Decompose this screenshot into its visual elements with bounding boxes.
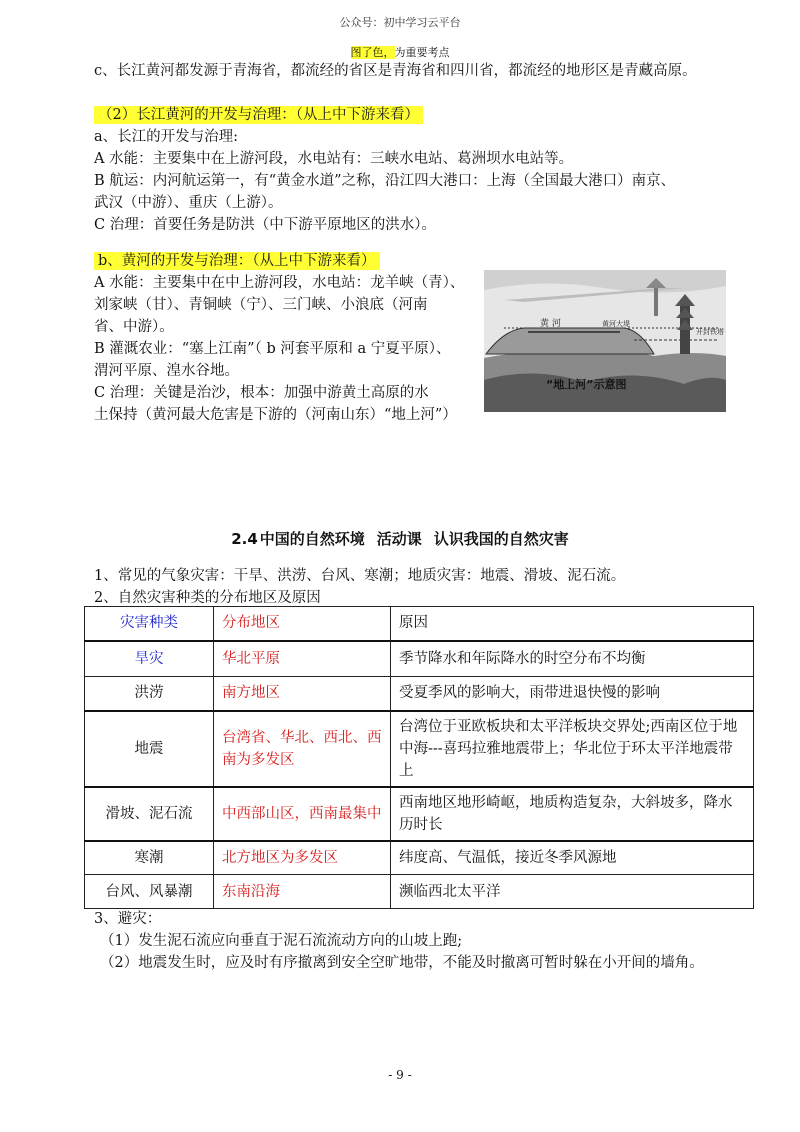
intro-line-c: c、长江黄河都发源于青海省，都流经的省区是青海省和四川省，都流经的地形区是青藏高原。 bbox=[94, 63, 697, 79]
table-header-cell: 原因 bbox=[391, 607, 754, 641]
table-row bbox=[85, 641, 754, 677]
disaster-table bbox=[84, 606, 754, 909]
highlight-hint bbox=[0, 44, 800, 60]
page-number: - 9 - bbox=[388, 1068, 412, 1082]
table-header-cell: 分布地区 bbox=[214, 607, 391, 641]
suspended-river-svg bbox=[484, 270, 726, 412]
region-cell: 南方地区 bbox=[214, 677, 391, 711]
yangtze-line: A 水能：主要集中在上游河段，水电站有：三峡水电站、葛洲坝水电站等。 bbox=[94, 151, 574, 167]
reason-cell: 濒临西北太平洋 bbox=[391, 875, 754, 909]
table-header-row bbox=[85, 607, 754, 641]
yellow-river-line: 省、中游）。 bbox=[94, 319, 174, 335]
disaster-type-cell: 寒潮 bbox=[85, 841, 214, 875]
yellow-river-line: A 水能：主要集中在中上游河段，水电站：龙羊峡（青）、 bbox=[94, 275, 465, 291]
section-number: 2.4 bbox=[231, 530, 258, 548]
figure-dike-label: 黄河大堤 bbox=[602, 320, 630, 328]
region-cell: 东南沿海 bbox=[214, 875, 391, 909]
yellow-river-line: B 灌溉农业：“塞上江南”（ b 河套平原和 a 宁夏平原）、 bbox=[94, 341, 451, 357]
disaster-type-cell: 滑坡、泥石流 bbox=[85, 787, 214, 841]
table-row bbox=[85, 787, 754, 841]
section-2-heading: （2）长江黄河的开发与治理：（从上中下游来看） bbox=[94, 104, 423, 126]
region-cell: 北方地区为多发区 bbox=[214, 841, 391, 875]
reason-cell: 季节降水和年际降水的时空分布不均衡 bbox=[391, 641, 754, 677]
region-cell: 中西部山区，西南最集中 bbox=[214, 787, 391, 841]
table-row bbox=[85, 875, 754, 909]
reason-cell: 台湾位于亚欧板块和太平洋板块交界处;西南区位于地中海---喜玛拉雅地震带上；华北位于环太平洋地震带上 bbox=[391, 711, 754, 787]
disaster-type-cell: 旱灾 bbox=[85, 641, 214, 677]
table-header-cell: 灾害种类 bbox=[85, 607, 214, 641]
section-title-c: 认识我国的自然灾害 bbox=[433, 530, 569, 548]
paragraph-1: 1、常见的气象灾害：干旱、洪涝、台风、寒潮；地质灾害：地震、滑坡、泥石流。 bbox=[94, 568, 626, 584]
yangtze-title: a、长江的开发与治理: bbox=[94, 129, 239, 145]
yangtze-line: 武汉（中游）、重庆（上游）。 bbox=[94, 195, 283, 211]
reason-cell: 西南地区地形崎岖，地质构造复杂，大斜坡多，降水历时长 bbox=[391, 787, 754, 841]
avoidance-item: （2）地震发生时，应及时有序撤离到安全空旷地带，不能及时撤离可暂时躲在小开间的墙角。 bbox=[100, 955, 704, 971]
figure-river-label: 黄 河 bbox=[540, 319, 561, 329]
avoidance-title: 3、避灾： bbox=[94, 911, 162, 927]
yellow-river-line: 渭河平原、湟水谷地。 bbox=[94, 363, 239, 379]
figure-city-label: 开封铁塔 bbox=[696, 328, 724, 336]
paragraph-2: 2、自然灾害种类的分布地区及原因 bbox=[94, 590, 321, 606]
yangtze-line: C 治理：首要任务是防洪（中下游平原地区的洪水）。 bbox=[94, 217, 436, 233]
yellow-river-heading: b、黄河的开发与治理：（从上中下游来看） bbox=[94, 250, 380, 272]
disaster-type-cell: 地震 bbox=[85, 711, 214, 787]
section-title-a: 中国的自然环境 bbox=[259, 530, 365, 548]
reason-cell: 纬度高、气温低，接近冬季风源地 bbox=[391, 841, 754, 875]
region-cell: 台湾省、华北、西北、西南为多发区 bbox=[214, 711, 391, 787]
disaster-type-cell: 洪涝 bbox=[85, 677, 214, 711]
hint-rest: 为重要考点 bbox=[394, 46, 450, 59]
yangtze-line: B 航运：内河航运第一，有“黄金水道”之称，沿江四大港口：上海（全国最大港口）南京、 bbox=[94, 173, 676, 189]
figure-caption: “地上河”示意图 bbox=[546, 378, 627, 391]
yellow-river-line: 土保持（黄河最大危害是下游的（河南山东）“地上河”） bbox=[94, 407, 457, 423]
yellow-river-line: 刘家峡（甘）、青铜峡（宁）、三门峡、小浪底（河南 bbox=[94, 297, 428, 313]
yellow-river-line: C 治理：关键是治沙，根本：加强中游黄土高原的水 bbox=[94, 385, 429, 401]
section-title-b: 活动课 bbox=[376, 530, 422, 548]
suspended-river-diagram bbox=[484, 270, 726, 412]
page-header: 公众号：初中学习云平台 bbox=[339, 16, 461, 29]
table-row bbox=[85, 841, 754, 875]
table-row bbox=[85, 677, 754, 711]
section-title bbox=[0, 528, 800, 549]
region-cell: 华北平原 bbox=[214, 641, 391, 677]
disaster-type-cell: 台风、风暴潮 bbox=[85, 875, 214, 909]
avoidance-item: （1）发生泥石流应向垂直于泥石流流动方向的山坡上跑; bbox=[100, 933, 463, 949]
table-row bbox=[85, 711, 754, 787]
hint-highlight: 图了色， bbox=[350, 46, 395, 59]
reason-cell: 受夏季风的影响大，雨带进退快慢的影响 bbox=[391, 677, 754, 711]
